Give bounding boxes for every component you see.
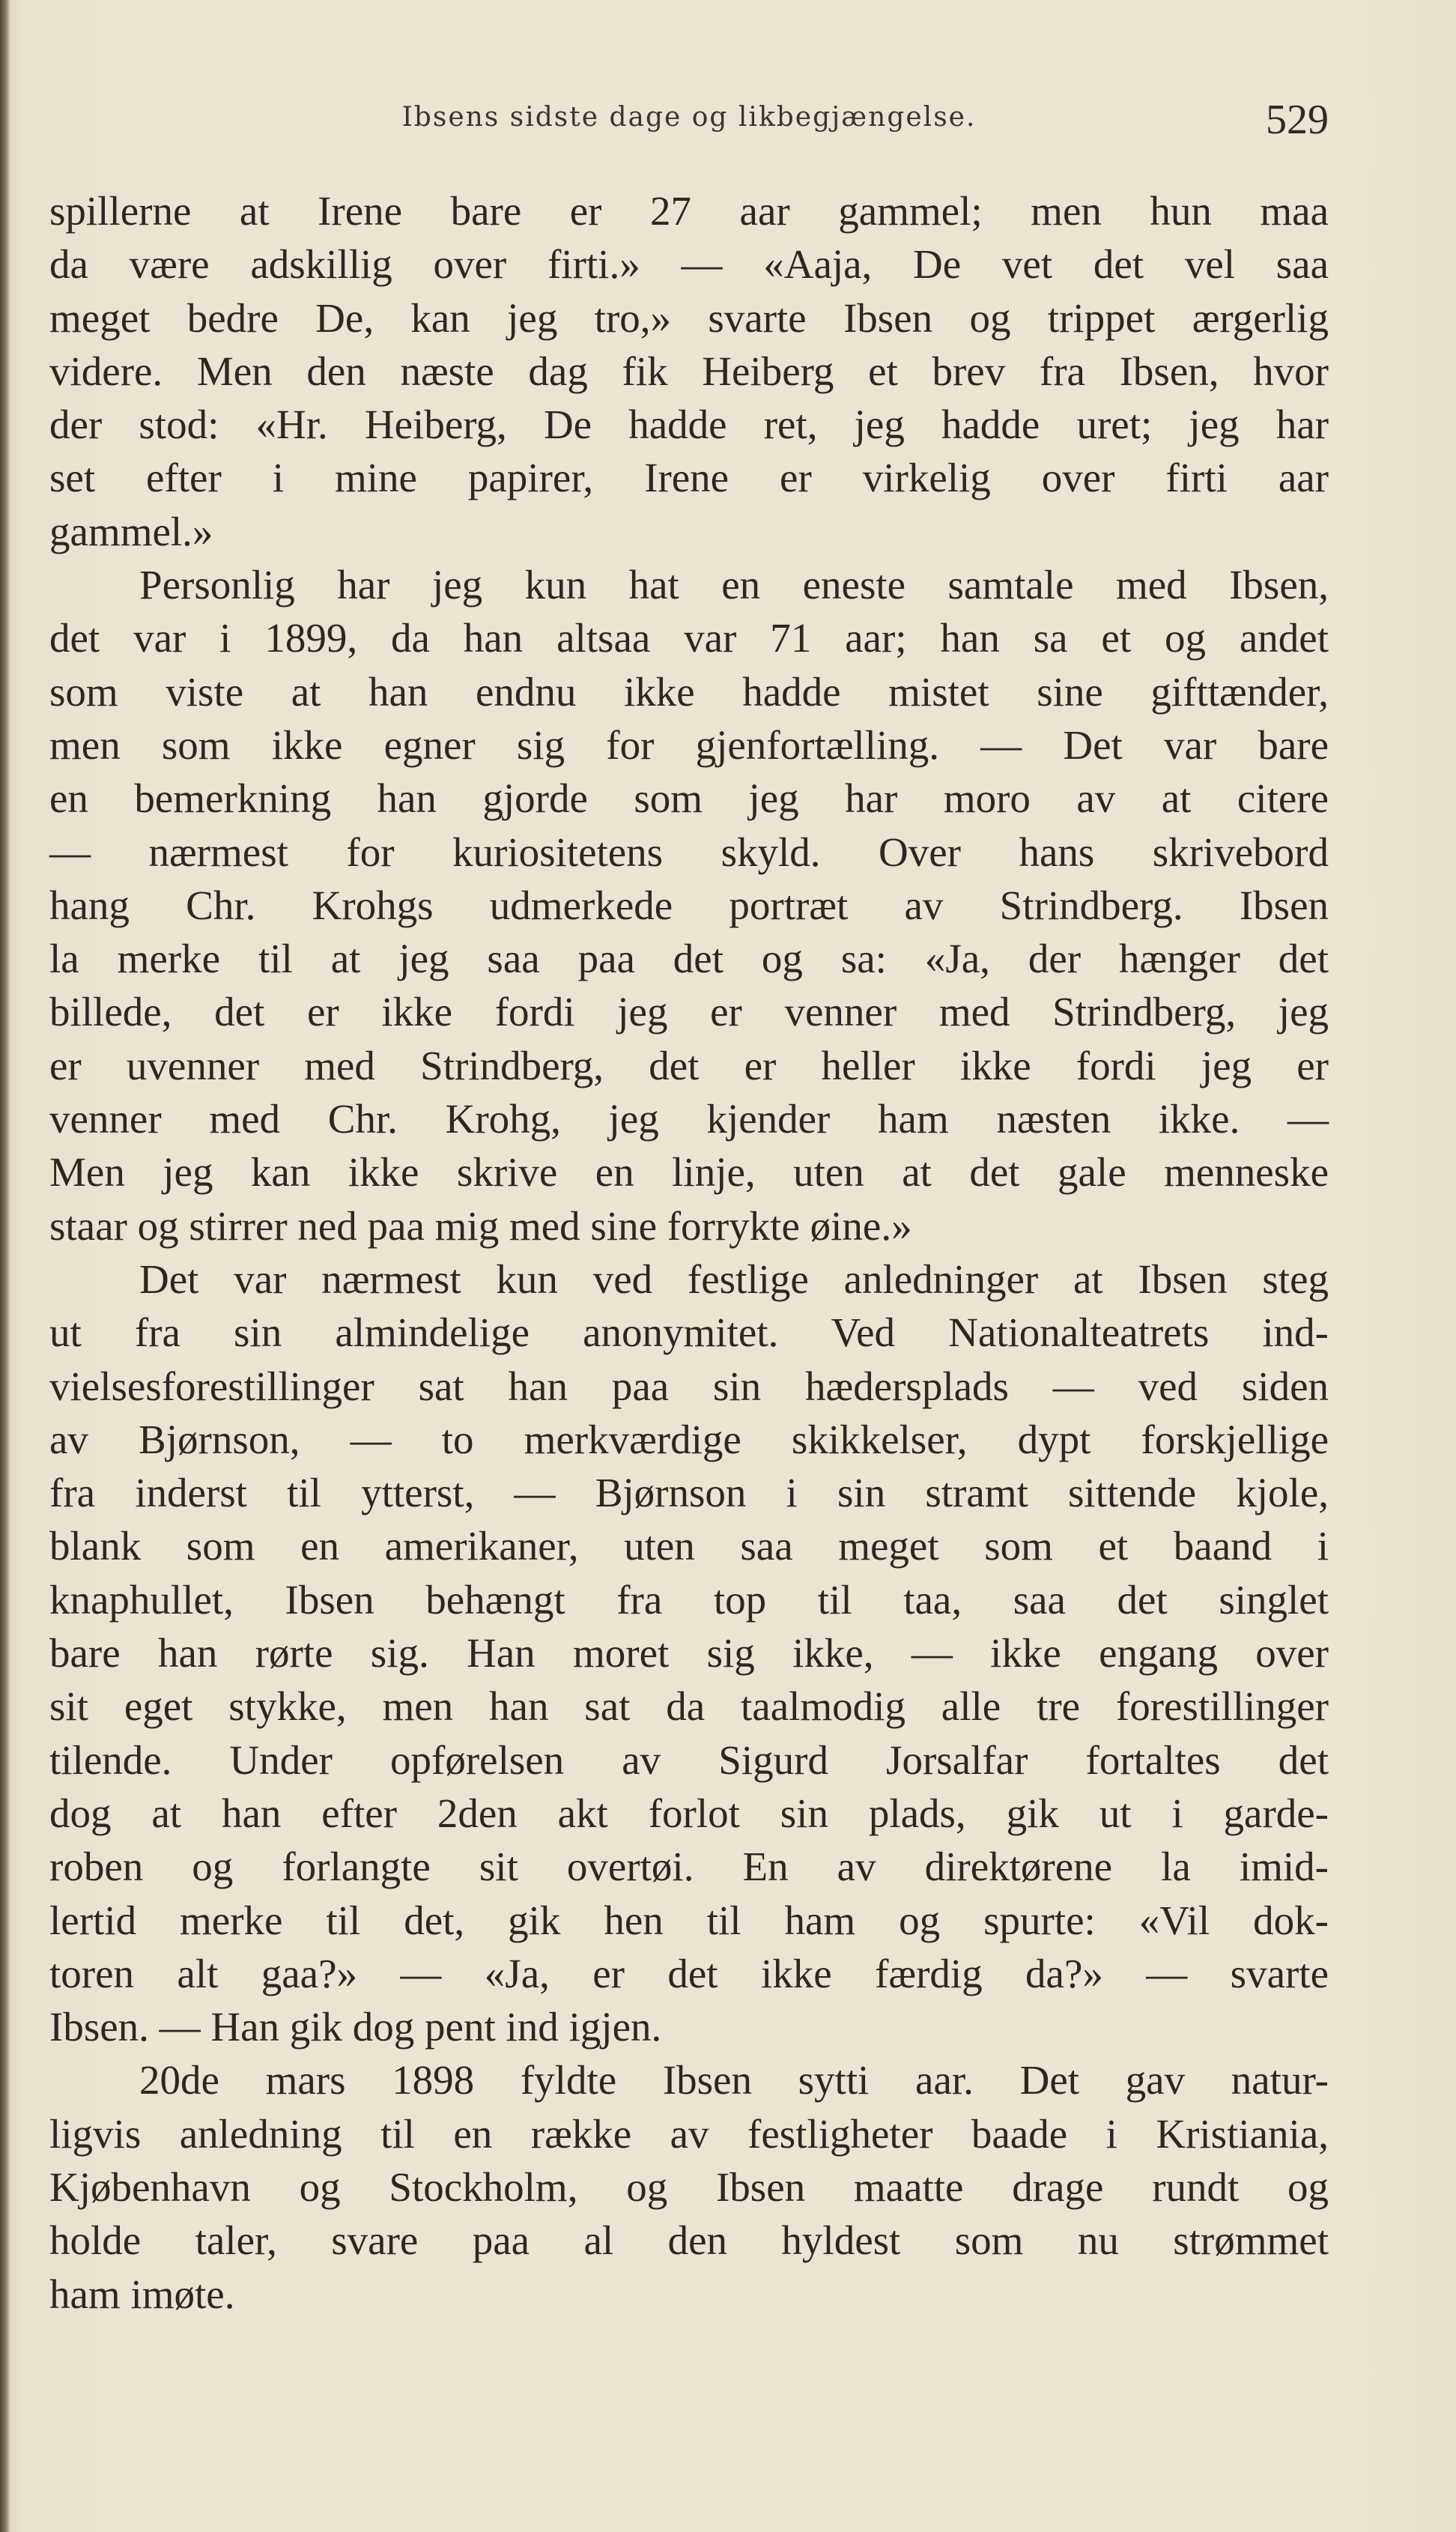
text-line: er uvenner med Strindberg, det er heller ikke fordi jeg er: [49, 1042, 1329, 1088]
text-line: ham imøte.: [49, 2271, 235, 2317]
text-line: hang Chr. Krohgs udmerkede portræt av Strindberg. Ibsen: [49, 882, 1329, 928]
text-line: vielsesforestillinger sat han paa sin hædersplads — ved siden: [49, 1363, 1329, 1409]
text-line: ligvis anledning til en række av festligheter baade i Kristiania,: [49, 2110, 1329, 2157]
text-line: tilende. Under opførelsen av Sigurd Jorsalfar fortaltes det: [49, 1736, 1329, 1783]
text-line: bare han rørte sig. Han moret sig ikke, — ikke engang over: [49, 1630, 1329, 1677]
text-line: knaphullet, Ibsen behængt fra top til taa, saa det singlet: [49, 1576, 1329, 1623]
text-line: dog at han efter 2den akt forlot sin plads, gik ut i garde-: [49, 1790, 1329, 1836]
text-line: holde taler, svare paa al den hyldest som nu strømmet: [49, 2217, 1329, 2264]
text-line: sit eget stykke, men han sat da taalmodig alle tre forestillinger: [49, 1683, 1329, 1730]
text-line: som viste at han endnu ikke hadde mistet sine gifttænder,: [49, 668, 1329, 715]
text-line: men som ikke egner sig for gjenfortælling. — Det var bare: [49, 721, 1329, 768]
text-line: spillerne at Irene bare er 27 aar gammel; men hun maa: [49, 188, 1329, 234]
text-line: Kjøbenhavn og Stockholm, og Ibsen maatte drage rundt og: [49, 2163, 1329, 2210]
text-line: blank som en amerikaner, uten saa meget som et baand i: [49, 1523, 1329, 1569]
text-line: lertid merke til det, gik hen til ham og spurte: «Vil dok-: [49, 1897, 1329, 1943]
paragraph-first-line: Personlig har jeg kun hat en eneste samtale med Ibsen,: [139, 562, 1329, 608]
text-line: gammel.»: [49, 508, 213, 554]
text-line: — nærmest for kuriositetens skyld. Over hans skrivebord: [49, 829, 1329, 875]
running-head: [49, 90, 1329, 150]
text-line: Men jeg kan ikke skrive en linje, uten at det gale menneske: [49, 1149, 1329, 1196]
text-line: ut fra sin almindelige anonymitet. Ved Nationalteatrets ind-: [49, 1309, 1329, 1356]
text-line: videre. Men den næste dag fik Heiberg et brev fra Ibsen, hvor: [49, 348, 1329, 394]
text-line: en bemerkning han gjorde som jeg har moro av at citere: [49, 775, 1329, 822]
text-line: der stod: «Hr. Heiberg, De hadde ret, jeg hadde uret; jeg har: [49, 402, 1329, 448]
text-line: billede, det er ikke fordi jeg er venner med Strindberg, jeg: [49, 989, 1329, 1035]
text-line: fra inderst til ytterst, — Bjørnson i sin stramt sittende kjole,: [49, 1470, 1329, 1516]
text-line: venner med Chr. Krohg, jeg kjender ham næsten ikke. —: [49, 1096, 1329, 1142]
paragraph-first-line: Det var nærmest kun ved festlige anledninger at Ibsen steg: [139, 1256, 1329, 1302]
text-line: la merke til at jeg saa paa det og sa: «Ja, der hænger det: [49, 936, 1329, 982]
text-line: Ibsen. — Han gik dog pent ind igjen.: [49, 2004, 662, 2050]
text-line: staar og stirrer ned paa mig med sine forrykte øine.»: [49, 1202, 912, 1249]
text-line: da være adskillig over firti.» — «Aaja, De vet det vel saa: [49, 241, 1329, 288]
body-text: [49, 184, 1329, 2321]
text-line: set efter i mine papirer, Irene er virkelig over firti aar: [49, 455, 1329, 501]
text-line: av Bjørnson, — to merkværdige skikkelser, dypt forskjellige: [49, 1416, 1329, 1462]
text-line: det var i 1899, da han altsaa var 71 aar; han sa et og andet: [49, 615, 1329, 661]
page-gutter-shadow: [0, 0, 10, 2532]
text-line: meget bedre De, kan jeg tro,» svarte Ibsen og trippet ærgerlig: [49, 294, 1329, 341]
text-line: roben og forlangte sit overtøi. En av direktørene la imid-: [49, 1844, 1329, 1890]
running-title: Ibsens sidste dage og likbegjængelse.: [401, 102, 977, 133]
text-line: toren alt gaa?» — «Ja, er det ikke færdig da?» — svarte: [49, 1950, 1329, 1996]
page-number: 529: [1266, 97, 1329, 143]
paragraph-first-line: 20de mars 1898 fyldte Ibsen sytti aar. Det gav natur-: [139, 2057, 1329, 2104]
